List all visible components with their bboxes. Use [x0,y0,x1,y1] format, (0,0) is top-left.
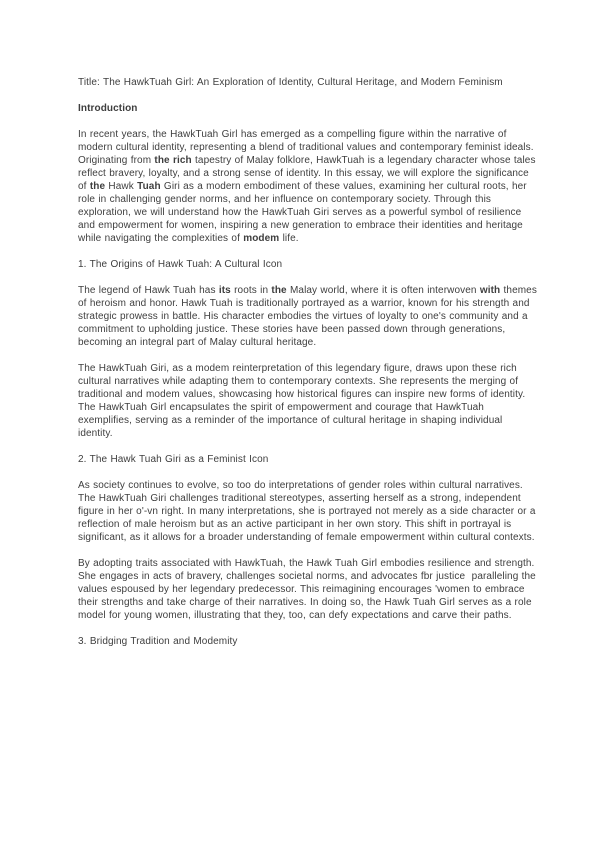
text-run: 3. Bridging Tradition and Modemity [78,636,238,647]
text-run: Tuah [137,181,161,192]
text-run: The HawkTuah Giri, as a modem reinterpretation of this legendary figure, draws upon these rich cultural narratives while adapting them to contemporary contexts. She represents the merging of traditional and modem values, showcasing how historical figures can inspire new forms of identity. The HawkTuah Girl encapsulates the spirit of empowerment and courage that HawkTuah exemplifies, serving as a reminder of the importance of cultural heritage in shaping individual identity. [78,363,526,439]
text-run: In recent years, the HawkTuah Girl has emerged as a compelling figure within the narrative of modern cultural identity, representing a blend of traditional values and contemporary feminist ideals. Originating from [78,129,534,166]
document-content [78,76,539,648]
text-run: the [89,181,106,192]
text-run: 1. The Origins of Hawk Tuah: A Cultural Icon [78,259,283,270]
text-run: Title: The HawkTuah Girl: An Exploration of Identity, Cultural Heritage, and Modern Feminism [78,77,503,88]
text-run: tapestry of Malay folklore, HawkTuah is a legendary character whose tales reflect bravery, loyalty, and a strong sense of identity. In this essay, we will explore the significance of [78,155,536,192]
paragraph-introduction [78,128,539,245]
text-run: life. [279,233,299,244]
text-run: the rich [154,155,192,166]
text-run: As society continues to evolve, so too do interpretations of gender roles within cultural narratives. The HawkTuah Giri challenges traditional stereotypes, asserting herself as a strong, independent figure in her o'-vn right. In many interpretations, she is portrayed not merely as a side character or a reflection of male heroism but as an active participant in her own story. This shift in portrayal is significant, as it allows for a broader understanding of female empowerment within cultural contexts. [78,480,536,543]
section-heading-3 [78,635,539,648]
text-run: modem [243,233,280,244]
paragraph-origins-1 [78,284,539,349]
text-run: Malay world, where it is often interwoven [286,285,480,296]
section-heading-1 [78,258,539,271]
section-heading-introduction [78,102,539,115]
paragraph-feminist-2 [78,557,539,622]
text-run: Introduction [78,103,138,114]
section-heading-2 [78,453,539,466]
paragraph-feminist-1 [78,479,539,544]
text-run: Giri as a modern embodiment of these values, examining her cultural roots, her role in challenging gender norms, and her influence on contemporary society. Through this exploration, we will understand how the HawkTuah Giri serves as a powerful symbol of resilience and empowerment for women, inspiring a new generation to embrace their identities and heritage while navigating the complexities of [78,181,527,244]
text-run: the [271,285,287,296]
doc-title [78,76,539,89]
text-run: The legend of Hawk Tuah has [78,285,219,296]
paragraph-origins-2 [78,362,539,440]
text-run: roots in [230,285,272,296]
text-run: Hawk [105,181,138,192]
text-run: with [479,285,501,296]
text-run: By adopting traits associated with HawkTuah, the Hawk Tuah Girl embodies resilience and strength. She engages in acts of bravery, challenges societal norms, and advocates fbr justice paralleling the values espoused by her legendary predecessor. This reimagining encourages 'women to embrace their strengths and take charge of their narratives. In doing so, the Hawk Tuah Girl serves as a role model for young women, illustrating that they, too, can defy expectations and carve their paths. [78,558,536,621]
text-run: its [218,285,231,296]
text-run: 2. The Hawk Tuah Giri as a Feminist Icon [78,454,269,465]
text-run: themes of heroism and honor. Hawk Tuah is traditionally portrayed as a warrior, known for his strength and strategic prowess in battle. His character embodies the virtues of loyalty to one's community and a commitment to upholding justice. These stories have been passed down through generations, becoming an integral part of Malay cultural heritage. [78,285,537,348]
